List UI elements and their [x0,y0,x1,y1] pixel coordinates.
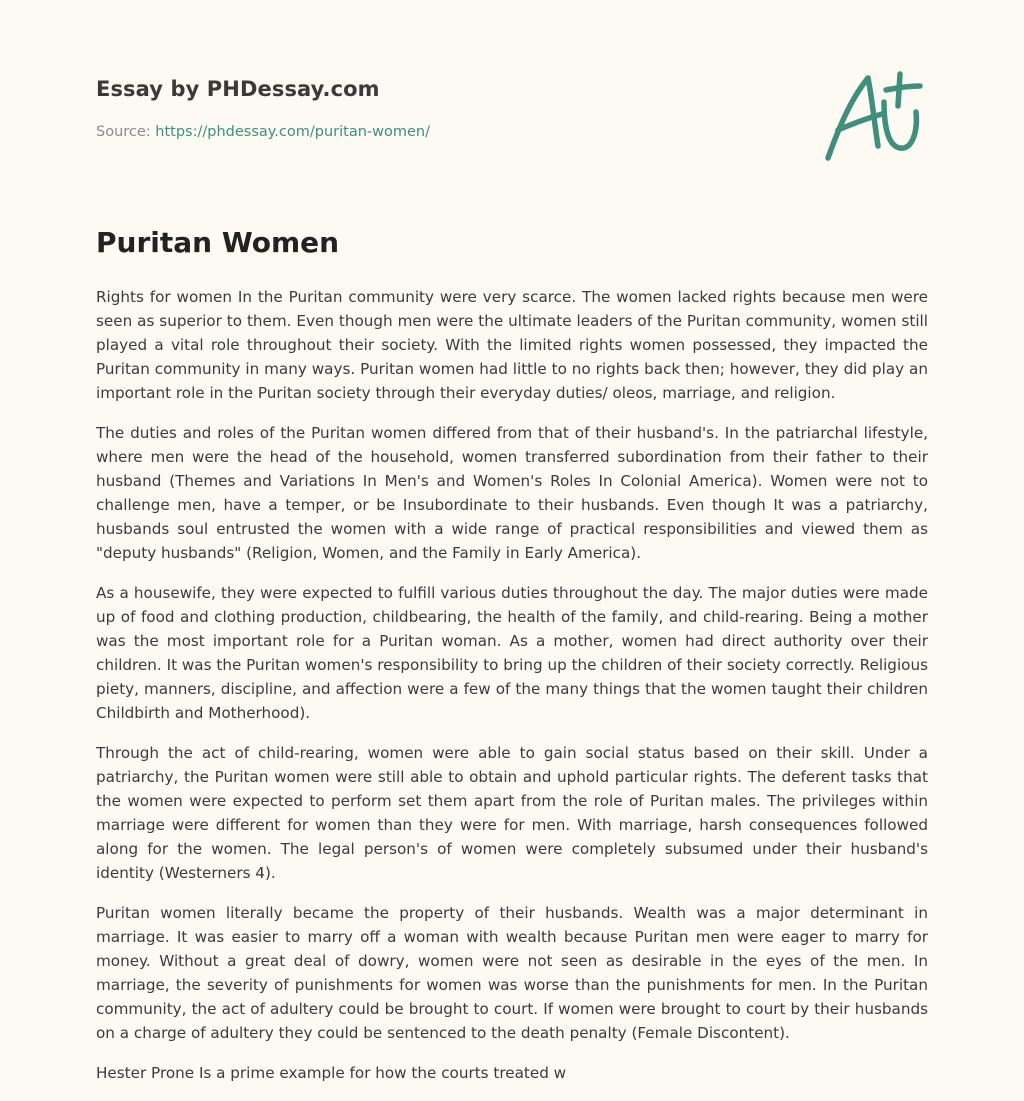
essay-title: Puritan Women [96,226,340,259]
site-brand: Essay by PHDessay.com [96,77,380,101]
paragraph: As a housewife, they were expected to fulfill various duties throughout the day. The major duties were made up of food and clothing production, childbearing, the health of the family, and child-rearing. Being a mother was the most important role for a Puritan woman. As a mother, women had direct authority over their children. It was the Puritan women's responsibility to bring up the children of their society correctly. Religious piety, manners, discipline, and affection were a few of the many things that the women taught their children Childbirth and Motherhood). [96,584,928,722]
essay-body [96,285,928,1101]
paragraph: Rights for women In the Puritan community were very scarce. The women lacked rights because men were seen as superior to them. Even though men were the ultimate leaders of the Puritan community, women still played a vital role throughout their society. With the limited rights women possessed, they impacted the Puritan community in many ways. Puritan women had little to no rights back then; however, they did play an important role in the Puritan society through their everyday duties/ oleos, marriage, and religion. [96,288,928,402]
paragraph: Puritan women literally became the property of their husbands. Wealth was a major determinant in marriage. It was easier to marry off a woman with wealth because Puritan men were eager to marry for money. Without a great deal of dowry, women were not seen as desirable in the eyes of the men. In marriage, the severity of punishments for women was worse than the punishments for men. In the Puritan community, the act of adultery could be brought to court. If women were brought to court by their husbands on a charge of adultery they could be sentenced to the death penalty (Female Discontent). [96,904,928,1042]
source-link[interactable]: https://phdessay.com/puritan-women/ [155,124,430,140]
source-line [96,124,430,140]
a-plus-grade-icon [824,68,928,164]
paragraph: The duties and roles of the Puritan women differed from that of their husband's. In the patriarchal lifestyle, where men were the head of the household, women transferred subordination from their father to their husband (Themes and Variations In Men's and Women's Roles In Colonial America). Women were not to challenge men, have a temper, or be Insubordinate to their husbands. Even though It was a patriarchy, husbands soul entrusted the women with a wide range of practical responsibilities and viewed them as "deputy husbands" (Religion, Women, and the Family in Early America). [96,424,928,562]
source-label: Source: [96,124,156,140]
paragraph: Through the act of child-rearing, women were able to gain social status based on their skill. Under a patriarchy, the Puritan women were still able to obtain and uphold particular rights. The deferent tasks that the women were expected to perform set them apart from the role of Puritan males. The privileges within marriage were different for women than they were for men. With marriage, harsh consequences followed along for the women. The legal person's of women were completely subsumed under their husband's identity (Westerners 4). [96,744,928,882]
paragraph-truncated: Hester Prone Is a prime example for how the courts treated w [96,1064,567,1082]
